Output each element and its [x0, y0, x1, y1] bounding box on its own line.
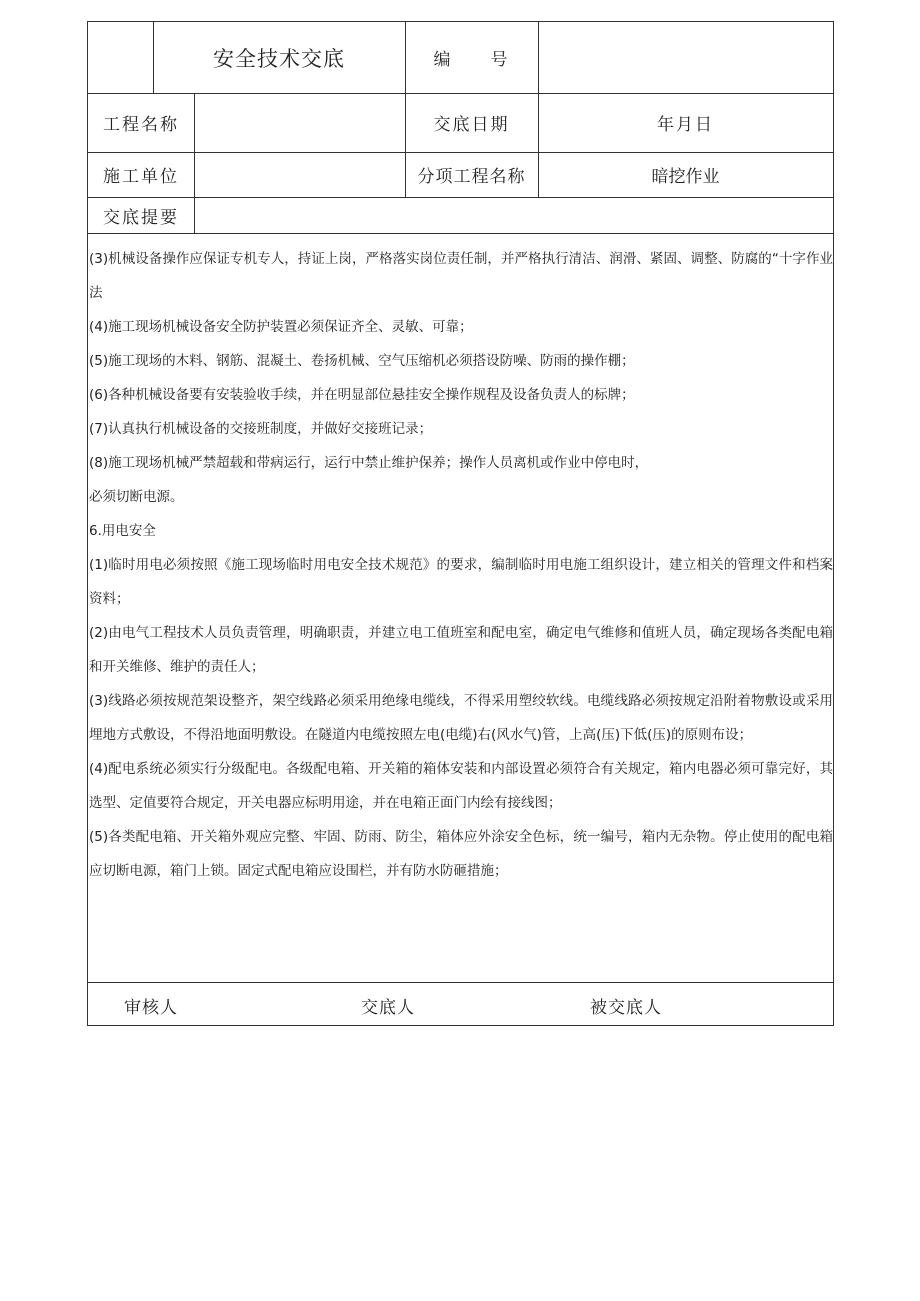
- row-divider: [88, 982, 833, 983]
- discloser-label: 交底人: [361, 997, 415, 1018]
- project-name-label: 工程名称: [103, 115, 179, 135]
- content-paragraph: 必须切断电源。: [89, 489, 184, 505]
- content-paragraph: (5)施工现场的木料、钢筋、混凝土、卷扬机械、空气压缩机必须搭设防噪、防雨的操作棚；: [89, 353, 635, 369]
- recipient-label: 被交底人: [590, 997, 662, 1018]
- sub-project-value[interactable]: 暗挖作业: [651, 167, 720, 187]
- content-paragraph: (5)各类配电箱、开关箱外观应完整、牢固、防雨、防尘，箱体应外涂安全色标，统一编号，箱内无杂物。停止使用的配电箱应切断电源，箱门上锁。固定式配电箱应设围栏，并有防水防砸措施；: [89, 829, 833, 879]
- number-label: 编 号: [433, 50, 510, 70]
- content-paragraph: (3)机械设备操作应保证专机专人，持证上岗，严格落实岗位责任制，并严格执行清洁、润滑、紧固、调整、防腐的“十字作业法: [89, 251, 833, 301]
- form-title: 安全技术交底: [213, 46, 345, 71]
- unit-value[interactable]: [194, 152, 405, 197]
- content-paragraph: (2)由电气工程技术人员负责管理，明确职责，并建立电工值班室和配电室，确定电气维修和值班人员，确定现场各类配电箱和开关维修、维护的责任人；: [89, 625, 833, 675]
- summary-value[interactable]: [194, 197, 833, 233]
- sub-project-label: 分项工程名称: [417, 167, 526, 187]
- logo-cell: [88, 22, 153, 93]
- content-paragraph: (4)施工现场机械设备安全防护装置必须保证齐全、灵敏、可靠；: [89, 319, 473, 335]
- content-paragraph: (4)配电系统必须实行分级配电。各级配电箱、开关箱的箱体安装和内部设置必须符合有关规定，箱内电器必须可靠完好，其选型、定值要符合规定，开关电器应标明用途，并在电箱正面门内绘有接线图；: [89, 761, 833, 811]
- project-name-value[interactable]: [194, 93, 405, 152]
- reviewer-label: 审核人: [124, 997, 178, 1018]
- date-label: 交底日期: [433, 115, 510, 135]
- section-heading: 6.用电安全: [89, 523, 156, 539]
- content-paragraph: (7)认真执行机械设备的交接班制度，并做好交接班记录；: [89, 421, 433, 437]
- summary-label: 交底提要: [103, 207, 179, 228]
- date-value[interactable]: 年月日: [657, 115, 714, 135]
- content-paragraph: (8)施工现场机械严禁超载和带病运行，运行中禁止维护保养；操作人员离机或作业中停电时，: [89, 455, 649, 471]
- unit-label: 施工单位: [103, 167, 179, 187]
- content-paragraph: (6)各种机械设备要有安装验收手续，并在明显部位悬挂安全操作规程及设备负责人的标牌；: [89, 387, 635, 403]
- content-paragraph: (3)线路必须按规范架设整齐，架空线路必须采用绝缘电缆线，不得采用塑绞软线。电缆线路必须按规定沿附着物敷设或采用埋地方式敷设，不得沿地面明敷设。在隧道内电缆按照左电(电缆)右(风水气)管，上高(压)下低(压)的原则布设；: [89, 693, 833, 743]
- disclosure-form: [87, 21, 834, 1026]
- number-value[interactable]: [538, 22, 833, 93]
- content-paragraph: (1)临时用电必须按照《施工现场临时用电安全技术规范》的要求，编制临时用电施工组织设计，建立相关的管理文件和档案资料；: [89, 557, 833, 607]
- disclosure-content: [89, 242, 833, 888]
- row-divider: [88, 233, 833, 234]
